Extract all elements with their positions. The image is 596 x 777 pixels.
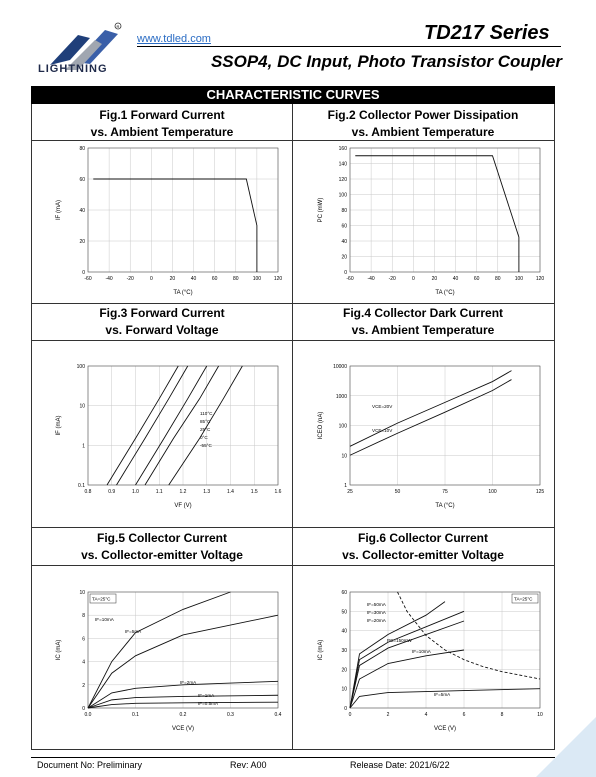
y-tick-label: 8 [82,613,85,620]
y-tick-label: 10000 [333,364,347,370]
curve-label: IF=5mA [434,692,451,697]
y-tick-label: 120 [338,177,347,183]
x-tick-label: 100 [252,276,262,282]
product-subtitle: SSOP4, DC Input, Photo Transistor Coupler [210,52,562,71]
y-tick-label: 4 [82,659,85,666]
x-tick-label: 8 [500,712,504,718]
x-tick-label: 20 [431,276,438,282]
fig6-chart [312,586,548,738]
svg-text:R: R [116,24,120,29]
fig5-caption-line2: vs. Collector-emitter Voltage [81,548,243,562]
y-tick-label: 40 [79,208,85,214]
curve-label: 25°C [200,427,211,432]
row-divider [31,340,555,341]
x-tick-label: 0.0 [84,712,92,718]
x-tick-label: -20 [126,276,134,282]
y-tick-label: 160 [338,146,347,152]
x-tick-label: 1.5 [250,489,258,495]
x-tick-label: 40 [452,276,459,282]
series-line [169,366,243,485]
row-divider [31,527,555,528]
y-tick-label: 0.1 [78,483,85,489]
series-title: TD217 Series [424,22,550,44]
x-tick-label: 40 [190,276,197,282]
series-line [93,179,257,272]
logo-text: LIGHTNING [38,63,108,75]
x-tick-label: 60 [473,276,480,282]
y-axis-label: IF (mA) [56,200,62,220]
y-tick-label: 1 [344,483,347,489]
x-tick-label: 20 [169,276,176,282]
y-tick-label: 0 [82,706,85,712]
document-number: Document No: Preliminary [37,760,143,770]
x-tick-label: -40 [367,276,375,282]
fig6-caption-line1: Fig.6 Collector Current [357,531,488,545]
curve-label: IF=10mA [95,617,114,622]
x-tick-label: 0.4 [274,712,282,718]
y-tick-label: 20 [341,254,347,261]
x-tick-label: 10 [537,712,543,718]
y-tick-label: 140 [338,161,347,168]
y-tick-label: 40 [341,239,347,245]
fig4-caption-line2: vs. Ambient Temperature [351,323,495,337]
curve-label: -55°C [200,443,212,448]
series-line [350,650,464,708]
x-tick-label: 80 [232,276,239,282]
x-tick-label: 0 [411,276,415,282]
curve-label: IF=1mA [198,693,215,698]
fig4-caption-line1: Fig.4 Collector Dark Current [342,306,504,320]
x-axis-label: VCE (V) [171,726,195,732]
series-line [350,380,512,456]
curve-label: 85°C [200,419,211,424]
website-link[interactable]: www.tdled.com [137,33,211,45]
x-tick-label: 1.2 [179,489,187,495]
y-tick-label: 40 [341,628,347,635]
release-date: Release Date: 2021/6/22 [350,760,450,770]
y-axis-label: IF (mA) [56,415,62,436]
x-tick-label: 0.2 [179,712,187,718]
x-tick-label: -20 [388,276,396,282]
y-tick-label: 60 [341,223,347,230]
x-tick-label: 1.3 [203,489,211,495]
y-axis-label: IC (mA) [56,639,62,661]
fig6-caption-line2: vs. Collector-emitter Voltage [342,548,504,562]
y-tick-label: 0 [344,270,347,276]
curve-label: 0°C [200,435,208,440]
x-tick-label: 25 [347,489,353,495]
y-tick-label: 10 [341,686,347,693]
y-axis-label: ICEO (nA) [318,411,324,440]
y-tick-label: 60 [341,590,347,596]
fig3-caption-line1: Fig.3 Forward Current [99,306,225,320]
x-tick-label: 6 [462,712,466,718]
series-line [117,366,188,485]
x-axis-label: TA (°C) [173,290,193,296]
curve-label: VCE=10V [372,428,393,433]
x-tick-label: -40 [105,276,113,282]
curve-label: IF=2mA [180,680,197,685]
x-tick-label: 2 [386,712,390,718]
y-tick-label: 50 [341,609,347,616]
x-tick-label: 80 [494,276,501,282]
x-tick-label: 0.1 [132,712,139,718]
fig5-chart [50,586,286,738]
x-tick-label: 120 [273,276,283,282]
footer-rule [31,757,555,758]
x-tick-label: 0 [149,276,153,282]
y-tick-label: 10 [341,453,347,460]
y-tick-label: 6 [82,636,85,643]
fig3-caption-line2: vs. Forward Voltage [105,323,219,337]
y-tick-label: 1000 [335,393,347,400]
curve-label: 110°C [200,411,213,416]
fig5-caption-line1: Fig.5 Collector Current [96,531,227,545]
fig1-caption-line2: vs. Ambient Temperature [90,125,234,139]
x-tick-label: 1.1 [155,489,163,495]
y-tick-label: 60 [79,177,85,183]
curve-label: IF=30mA [367,610,386,615]
fig1-chart [50,142,286,302]
x-tick-label: 1.6 [274,489,282,495]
y-tick-label: 0 [344,706,347,712]
fig2-caption-line1: Fig.2 Collector Power Dissipation [327,108,519,122]
x-tick-label: 60 [211,276,218,282]
y-tick-label: 80 [341,208,347,214]
x-tick-label: 0.9 [108,489,116,495]
x-tick-label: 50 [394,489,401,495]
curve-label: PC=150mW [387,638,412,643]
x-tick-label: 75 [442,489,448,495]
fig4-chart [312,360,548,515]
y-tick-label: 100 [76,364,85,370]
y-axis-label: IC (mA) [318,639,324,661]
y-tick-label: 2 [82,682,85,689]
x-tick-label: 4 [424,712,428,718]
header-rule [137,46,561,47]
fig2-caption-line2: vs. Ambient Temperature [351,125,495,139]
x-axis-label: VF (V) [174,503,192,509]
x-tick-label: 120 [535,276,545,282]
y-tick-label: 80 [79,146,85,152]
y-tick-label: 20 [341,667,347,674]
y-tick-label: 100 [338,423,347,430]
y-tick-label: 0 [82,270,85,276]
y-tick-label: 10 [79,590,85,596]
y-axis-label: PC (mW) [318,197,324,223]
x-axis-label: TA (°C) [435,503,455,509]
curve-label: VCE=20V [372,404,393,409]
x-tick-label: -60 [346,276,354,282]
x-axis-label: TA (°C) [435,290,455,296]
y-tick-label: 30 [341,648,347,654]
x-tick-label: 0.3 [227,712,234,718]
row-divider [31,565,555,566]
section-title: CHARACTERISTIC CURVES [31,86,555,104]
curve-label: IF=50mA [367,602,386,607]
fig2-chart [312,142,548,302]
x-tick-label: 0.8 [84,489,92,495]
revision: Rev: A00 [230,760,267,770]
x-tick-label: 1.0 [132,489,139,495]
column-divider [292,104,293,750]
series-line [398,592,541,679]
y-tick-label: 100 [338,192,347,199]
fig3-chart [50,360,286,515]
curve-label: IF=20mA [367,618,386,623]
x-tick-label: 1.4 [227,489,234,495]
curve-label: IF=0.5mA [198,701,219,706]
y-tick-label: 20 [79,239,85,245]
annotation-label: TA=25°C [92,596,111,602]
y-tick-label: 1 [82,443,85,450]
x-tick-label: -60 [84,276,92,282]
y-tick-label: 10 [79,403,85,410]
x-tick-label: 125 [535,489,545,495]
series-line [88,592,231,708]
series-line [136,366,207,485]
x-tick-label: 0 [348,712,352,718]
curve-label: IF=10mA [412,649,431,654]
series-line [107,366,178,485]
series-line [355,156,519,272]
fig1-caption-line1: Fig.1 Forward Current [99,108,225,122]
x-tick-label: 100 [488,489,497,495]
x-tick-label: 100 [514,276,524,282]
x-axis-label: VCE (V) [433,726,457,732]
annotation-label: TA=25°C [514,596,533,602]
curve-label: IF=5mA [125,629,142,634]
page-corner-decoration [536,717,596,777]
